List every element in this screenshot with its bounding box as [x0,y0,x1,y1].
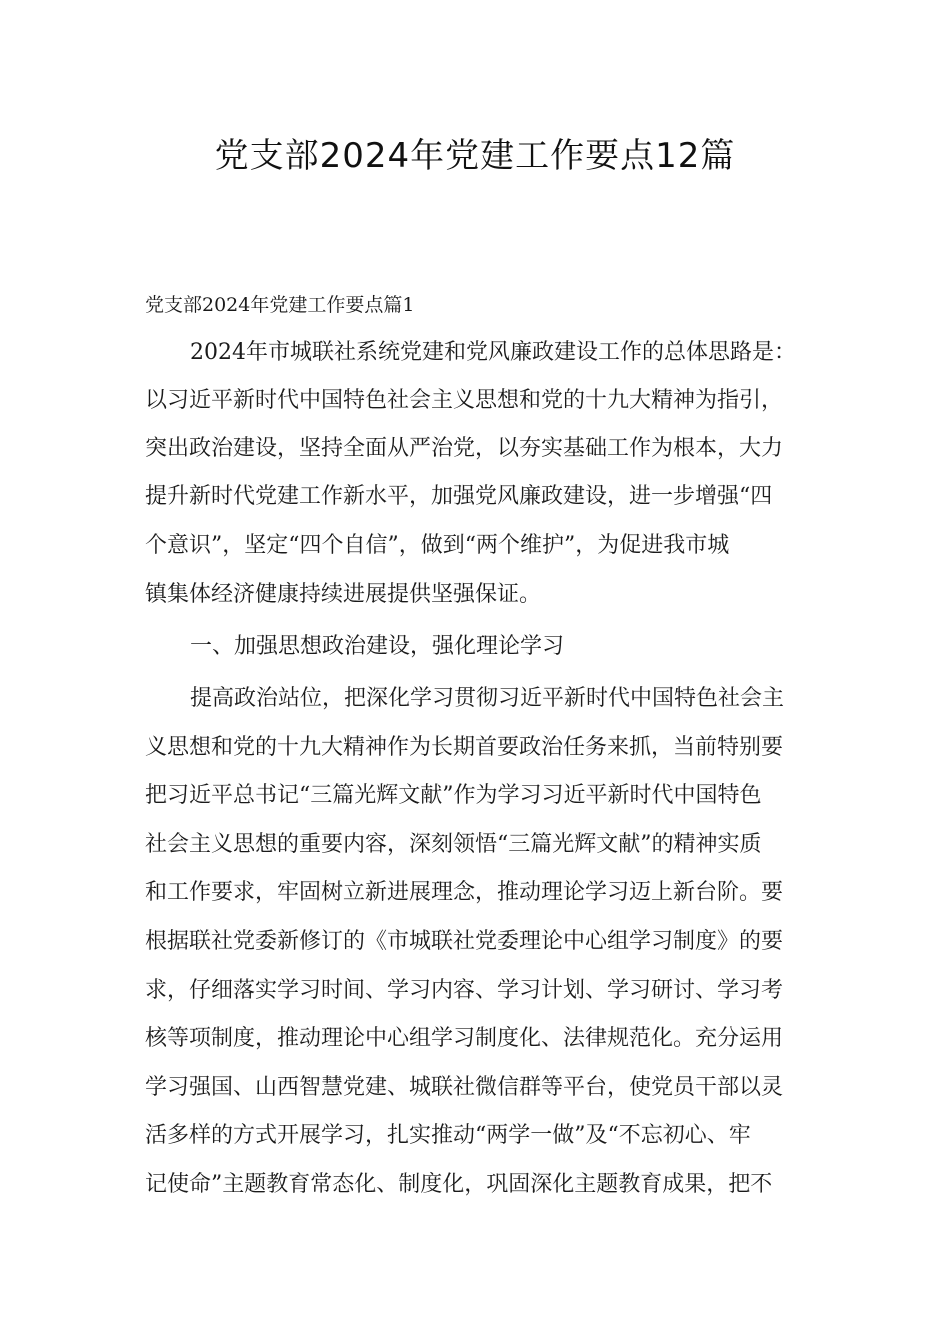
paragraph-line: 活多样的方式开展学习，扎实推动“两学一做”及“不忘初心、牢 [145,1123,751,1148]
paragraph-line: 2024年市城联社系统党建和党风廉政建设工作的总体思路是： [190,340,796,365]
paragraph-line: 学习强国、山西智慧党建、城联社微信群等平台，使党员干部以灵 [145,1075,784,1100]
paragraph-line: 核等项制度，推动理论中心组学习制度化、法律规范化。充分运用 [145,1026,784,1051]
paragraph-line: 和工作要求，牢固树立新进展理念，推动理论学习迈上新台阶。要 [145,880,784,905]
document-title: 党支部2024年党建工作要点12篇 [214,136,736,176]
paragraph-line: 记使命”主题教育常态化、制度化，巩固深化主题教育成果，把不 [145,1172,773,1197]
paragraph-line: 突出政治建设，坚持全面从严治党，以夯实基础工作为根本，大力 [145,436,784,461]
section-subheading: 一、加强思想政治建设，强化理论学习 [190,634,565,659]
paragraph-line: 义思想和党的十九大精神作为长期首要政治任务来抓，当前特别要 [145,735,784,760]
paragraph-line: 求，仔细落实学习时间、学习内容、学习计划、学习研讨、学习考 [145,978,784,1003]
paragraph-line: 社会主义思想的重要内容，深刻领悟“三篇光辉文献”的精神实质 [145,832,762,857]
paragraph-line: 提高政治站位，把深化学习贯彻习近平新时代中国特色社会主 [190,686,785,711]
section-heading: 党支部2024年党建工作要点篇1 [145,294,415,316]
paragraph-line: 以习近平新时代中国特色社会主义思想和党的十九大精神为指引， [145,388,784,413]
paragraph-line: 个意识”，坚定“四个自信”，做到“两个维护”，为促进我市城 [145,533,730,558]
paragraph-line: 镇集体经济健康持续进展提供坚强保证。 [145,582,542,607]
paragraph-line: 提升新时代党建工作新水平，加强党风廉政建设，进一步增强“四 [145,484,773,509]
paragraph-line: 把习近平总书记“三篇光辉文献”作为学习习近平新时代中国特色 [145,783,762,808]
paragraph-line: 根据联社党委新修订的《市城联社党委理论中心组学习制度》的要 [145,929,784,954]
